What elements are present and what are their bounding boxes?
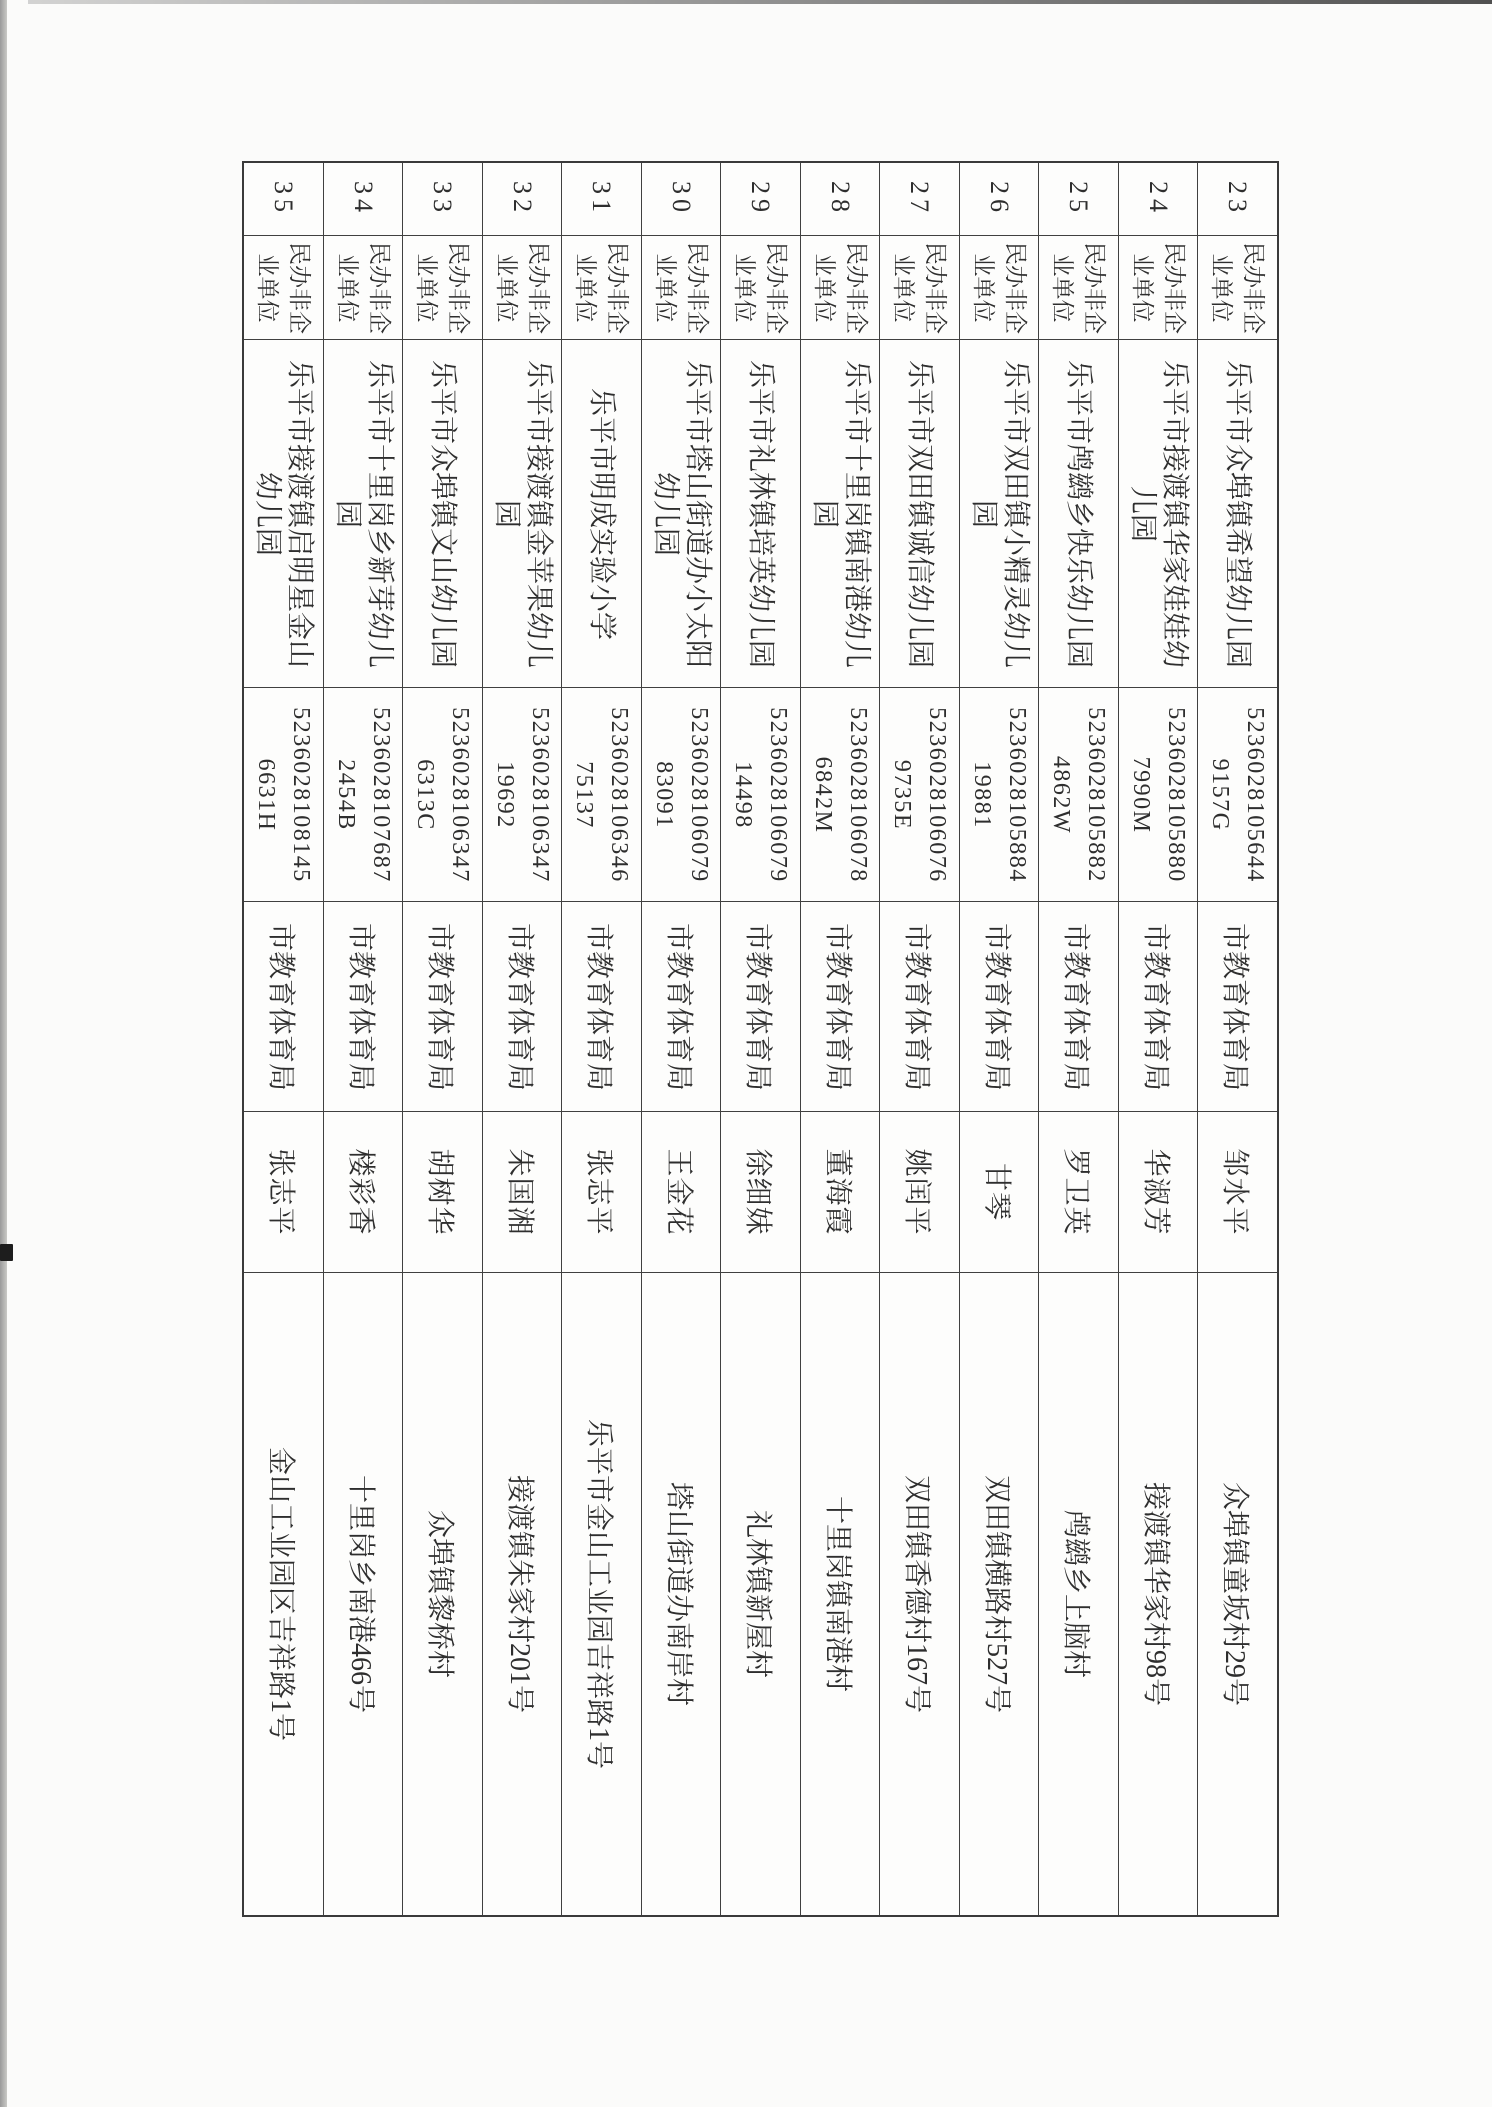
type-cell: 民办非企业单位	[562, 236, 641, 340]
record-column-35	[244, 163, 324, 1915]
address-cell: 十里岗乡南港466号	[344, 1474, 376, 1713]
supervisor-cell: 市教育体育局	[324, 902, 403, 1112]
representative-cell: 罗卫英	[1039, 1112, 1118, 1273]
name-cell: 乐平市双田镇诚信幼儿园	[880, 340, 959, 688]
serial-cell: 24	[1119, 163, 1198, 236]
supervisor-cell: 市教育体育局	[1039, 902, 1118, 1112]
serial-cell: 31	[562, 163, 641, 236]
name-cell: 乐平市塔山街道办小太阳幼儿园	[642, 340, 721, 688]
code-cell: 5236028105644 9157G	[1198, 688, 1277, 902]
record-column-26	[960, 163, 1040, 1915]
address-cell: 接渡镇华家村98号	[1139, 1481, 1171, 1706]
type-cell: 民办非企业单位	[1119, 236, 1198, 340]
serial-cell: 33	[403, 163, 482, 236]
representative-cell: 邹水平	[1198, 1112, 1277, 1273]
serial-cell: 25	[1039, 163, 1118, 236]
name-cell: 乐平市众埠镇文山幼儿园	[403, 340, 482, 688]
address-cell: 众埠镇黎桥村	[424, 1509, 456, 1678]
type-cell: 民办非企业单位	[244, 236, 323, 340]
record-column-27	[880, 163, 960, 1915]
type-cell: 民办非企业单位	[642, 236, 721, 340]
registry-table	[242, 161, 1279, 1917]
supervisor-cell: 市教育体育局	[483, 902, 562, 1112]
representative-cell: 甘琴	[960, 1112, 1039, 1273]
supervisor-cell: 市教育体育局	[642, 902, 721, 1112]
code-cell: 5236028105882 4862W	[1039, 688, 1118, 902]
supervisor-cell: 市教育体育局	[721, 902, 800, 1112]
representative-cell: 王金花	[642, 1112, 721, 1273]
name-cell: 乐平市众埠镇希望幼儿园	[1198, 340, 1277, 688]
address-cell: 塔山街道办南岸村	[662, 1481, 694, 1706]
scan-top-edge-artifact	[28, 0, 1492, 4]
serial-cell: 30	[642, 163, 721, 236]
address-cell: 双田镇横路村527号	[980, 1474, 1012, 1713]
type-cell: 民办非企业单位	[324, 236, 403, 340]
type-cell: 民办非企业单位	[1039, 236, 1118, 340]
name-cell: 乐平市双田镇小精灵幼儿园	[960, 340, 1039, 688]
code-cell: 5236028105884 19881	[960, 688, 1039, 902]
record-column-28	[801, 163, 881, 1915]
serial-cell: 26	[960, 163, 1039, 236]
type-cell: 民办非企业单位	[960, 236, 1039, 340]
supervisor-cell: 市教育体育局	[960, 902, 1039, 1112]
record-column-24	[1119, 163, 1199, 1915]
representative-cell: 华淑芳	[1119, 1112, 1198, 1273]
representative-cell: 胡树华	[403, 1112, 482, 1273]
record-column-32	[483, 163, 563, 1915]
representative-cell: 董海霞	[801, 1112, 880, 1273]
supervisor-cell: 市教育体育局	[244, 902, 323, 1112]
name-cell: 乐平市十里岗乡新芽幼儿园	[324, 340, 403, 688]
type-cell: 民办非企业单位	[721, 236, 800, 340]
record-column-31	[562, 163, 642, 1915]
record-column-33	[403, 163, 483, 1915]
representative-cell: 张志平	[244, 1112, 323, 1273]
code-cell: 5236028106079 83091	[642, 688, 721, 902]
supervisor-cell: 市教育体育局	[880, 902, 959, 1112]
code-cell: 5236028108145 6631H	[244, 688, 323, 902]
representative-cell: 姚闰平	[880, 1112, 959, 1273]
address-cell: 乐平市金山工业园吉祥路1号	[583, 1418, 615, 1769]
record-column-23	[1198, 163, 1277, 1915]
address-cell: 金山工业园区吉祥路1号	[265, 1446, 297, 1741]
name-cell: 乐平市接渡镇华家娃娃幼儿园	[1119, 340, 1198, 688]
serial-cell: 23	[1198, 163, 1277, 236]
type-cell: 民办非企业单位	[880, 236, 959, 340]
record-column-34	[324, 163, 404, 1915]
scan-left-edge-mark	[0, 1244, 13, 1261]
code-cell: 5236028106078 6842M	[801, 688, 880, 902]
supervisor-cell: 市教育体育局	[801, 902, 880, 1112]
type-cell: 民办非企业单位	[483, 236, 562, 340]
serial-cell: 28	[801, 163, 880, 236]
representative-cell: 徐细妹	[721, 1112, 800, 1273]
code-cell: 5236028107687 2454B	[324, 688, 403, 902]
name-cell: 乐平市明成实验小学	[562, 340, 641, 688]
supervisor-cell: 市教育体育局	[403, 902, 482, 1112]
type-cell: 民办非企业单位	[801, 236, 880, 340]
address-cell: 鸬鹚乡上脑村	[1060, 1509, 1092, 1678]
representative-cell: 朱国湘	[483, 1112, 562, 1273]
serial-cell: 34	[324, 163, 403, 236]
address-cell: 双田镇香德村167号	[901, 1474, 933, 1713]
code-cell: 5236028106076 9735E	[880, 688, 959, 902]
name-cell: 乐平市接渡镇金苹果幼儿园	[483, 340, 562, 688]
representative-cell: 张志平	[562, 1112, 641, 1273]
name-cell: 乐平市礼林镇培英幼儿园	[721, 340, 800, 688]
serial-cell: 27	[880, 163, 959, 236]
representative-cell: 楼彩香	[324, 1112, 403, 1273]
record-column-30	[642, 163, 722, 1915]
code-cell: 5236028106346 75137	[562, 688, 641, 902]
address-cell: 接渡镇朱家村201号	[503, 1474, 535, 1713]
record-column-29	[721, 163, 801, 1915]
serial-cell: 29	[721, 163, 800, 236]
record-column-25	[1039, 163, 1119, 1915]
address-cell: 众埠镇童坂村29号	[1219, 1481, 1251, 1706]
supervisor-cell: 市教育体育局	[1198, 902, 1277, 1112]
type-cell: 民办非企业单位	[1198, 236, 1277, 340]
type-cell: 民办非企业单位	[403, 236, 482, 340]
serial-cell: 32	[483, 163, 562, 236]
name-cell: 乐平市鸬鹚乡快乐幼儿园	[1039, 340, 1118, 688]
supervisor-cell: 市教育体育局	[562, 902, 641, 1112]
name-cell: 乐平市接渡镇启明星金山幼儿园	[244, 340, 323, 688]
code-cell: 5236028105880 7990M	[1119, 688, 1198, 902]
supervisor-cell: 市教育体育局	[1119, 902, 1198, 1112]
code-cell: 5236028106347 19692	[483, 688, 562, 902]
address-cell: 礼林镇新屋村	[742, 1509, 774, 1678]
address-cell: 十里岗镇南港村	[821, 1495, 853, 1692]
name-cell: 乐平市十里岗镇南港幼儿园	[801, 340, 880, 688]
scan-left-edge-artifact	[0, 0, 7, 2107]
code-cell: 5236028106079 14498	[721, 688, 800, 902]
serial-cell: 35	[244, 163, 323, 236]
code-cell: 5236028106347 6313C	[403, 688, 482, 902]
